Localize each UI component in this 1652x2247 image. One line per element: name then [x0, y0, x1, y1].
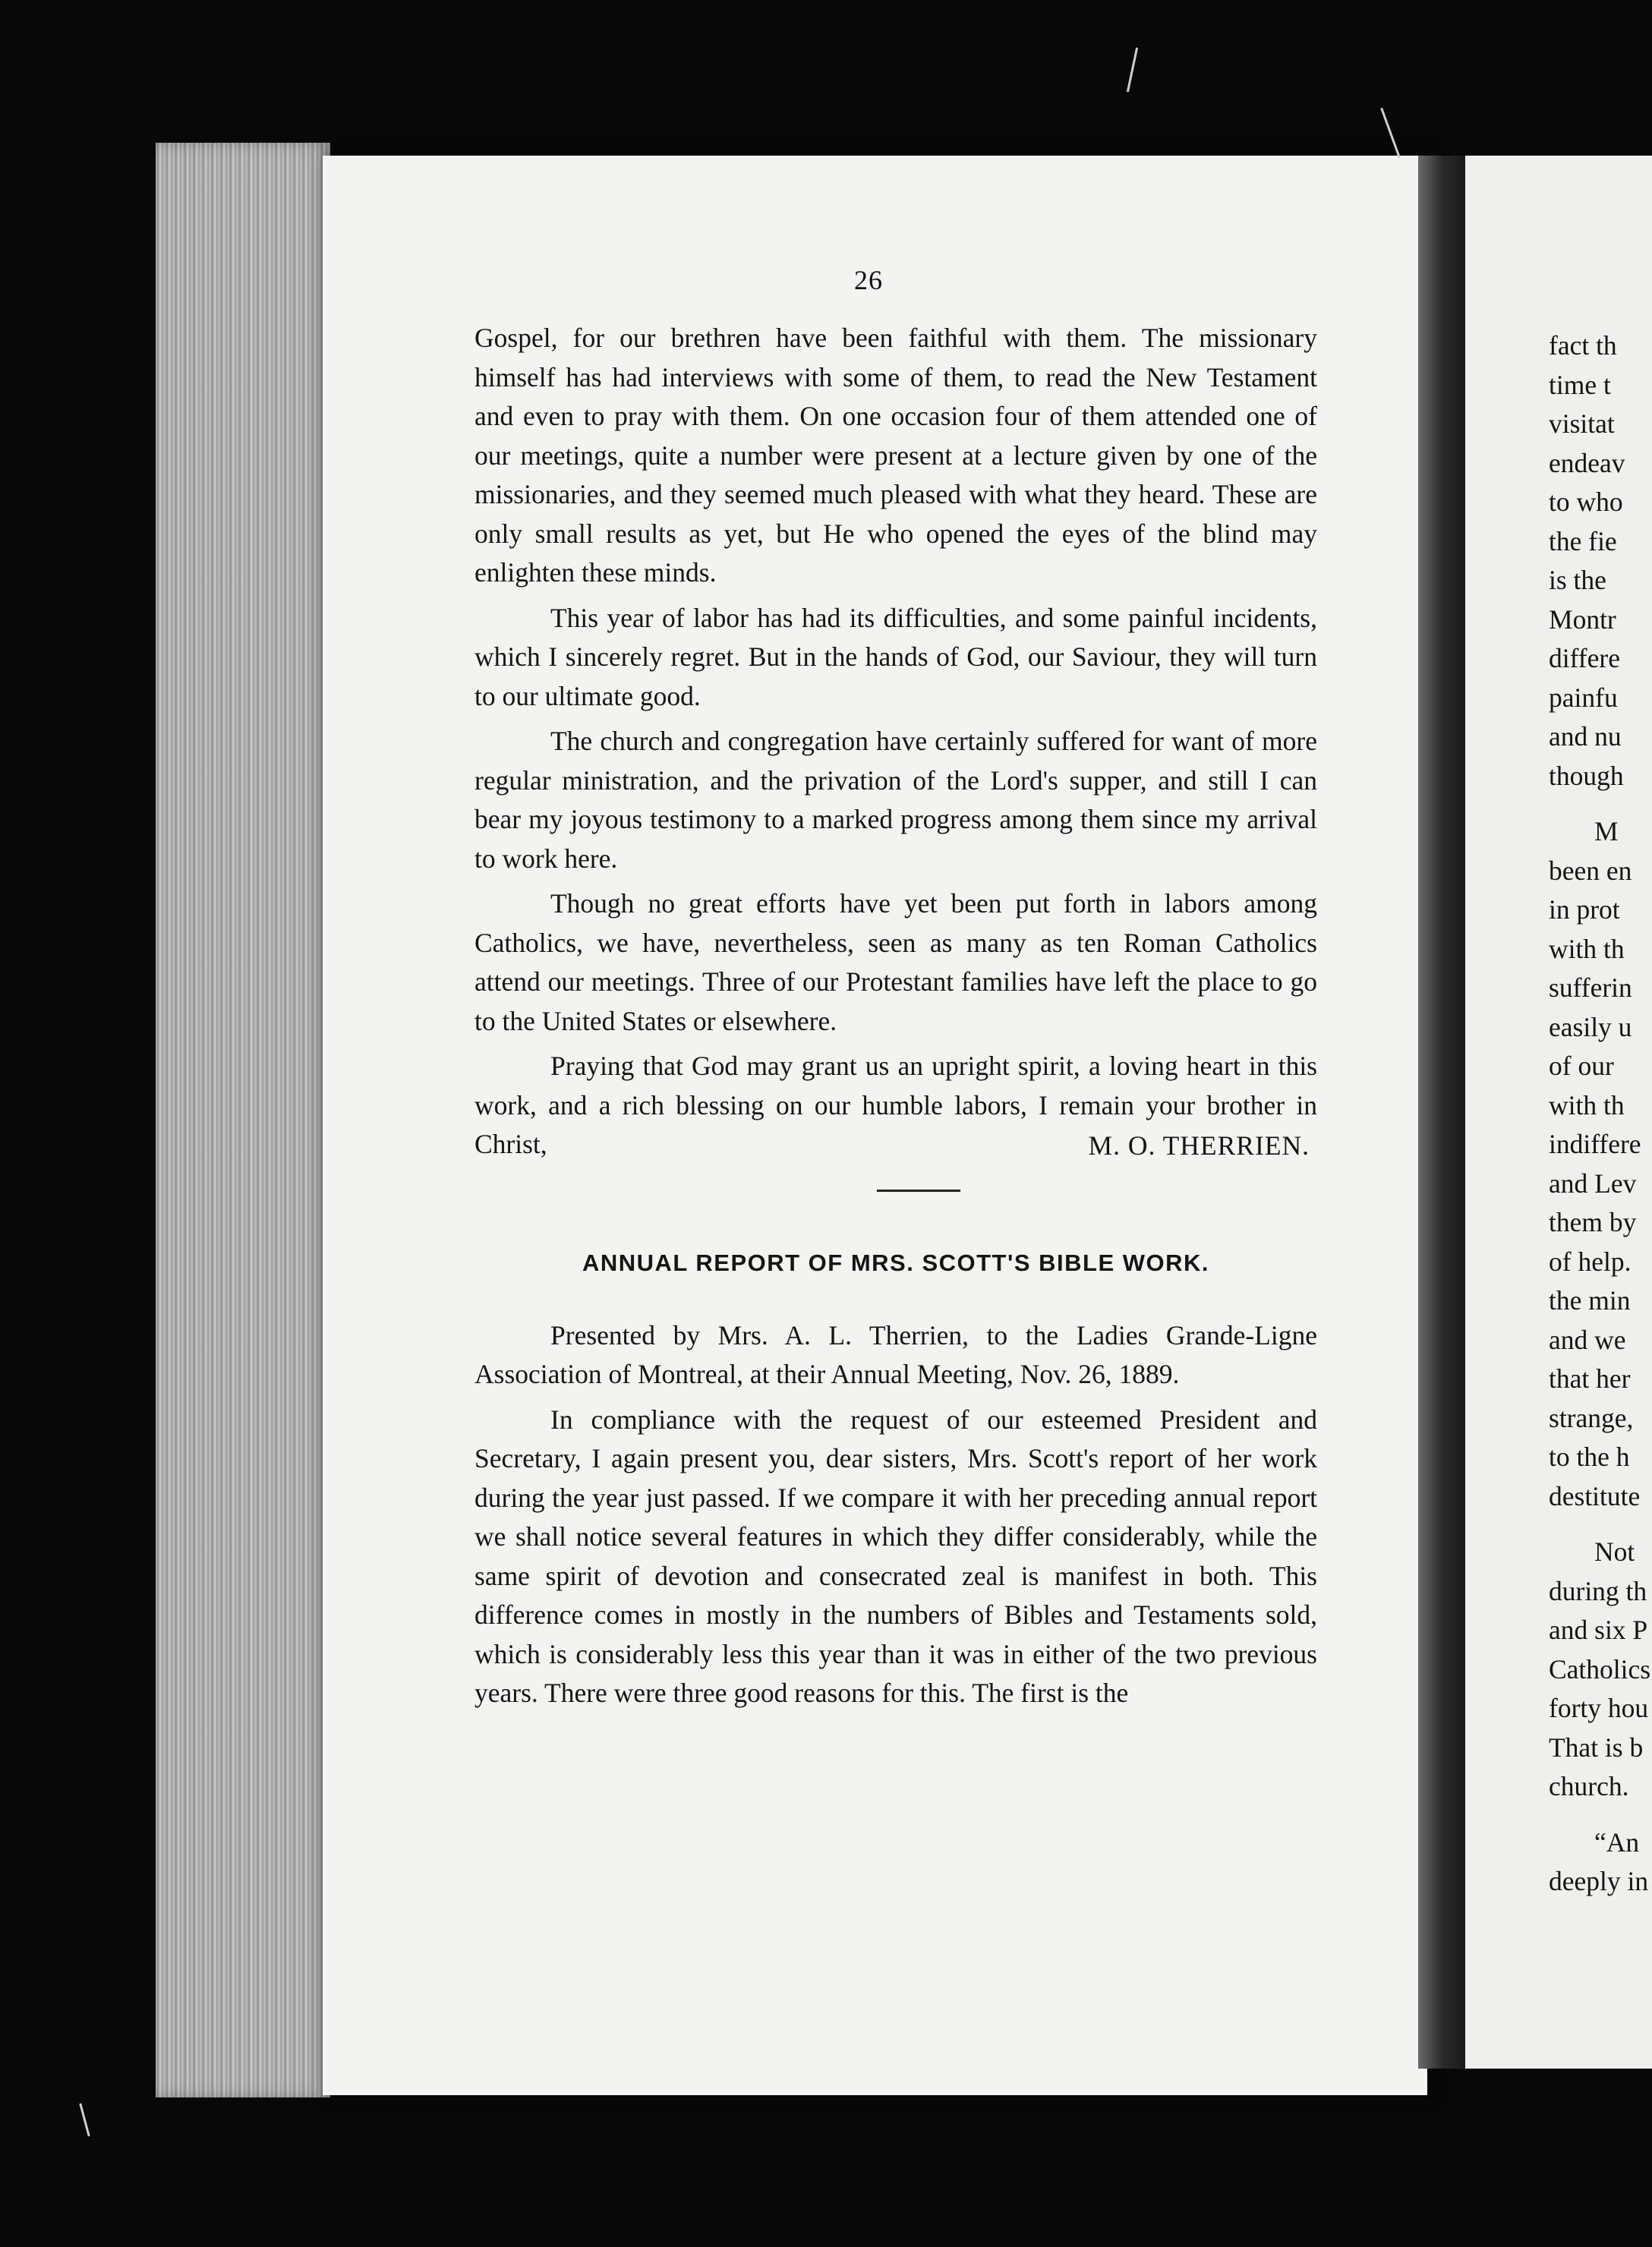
- facing-page-line: time t: [1549, 369, 1611, 400]
- book-page-edges: [156, 143, 330, 2097]
- facing-page-line: though: [1549, 760, 1624, 791]
- facing-page-gap: [1549, 796, 1652, 812]
- facing-page-line: “An: [1594, 1826, 1640, 1858]
- facing-page-line: with th: [1549, 1089, 1625, 1120]
- facing-page-line: that her: [1549, 1363, 1631, 1394]
- signature: M. O. THERRIEN.: [1088, 1130, 1310, 1161]
- facing-page-line: M: [1594, 816, 1619, 846]
- facing-page-line: of our: [1549, 1051, 1614, 1081]
- facing-page-line: deeply in: [1549, 1866, 1649, 1896]
- page-number: 26: [854, 265, 883, 295]
- facing-page-line: the fie: [1549, 525, 1617, 556]
- facing-page-line: of help.: [1549, 1246, 1632, 1277]
- facing-page-line: during th: [1549, 1575, 1647, 1606]
- facing-page-line: sufferin: [1549, 972, 1632, 1003]
- facing-page-line: with th: [1549, 933, 1625, 964]
- paragraph: This year of labor has had its difficulties, and some painful incidents, which I sincerely regret. But in the hands of God, our Saviour, they will turn to our ultimate good.: [474, 602, 1317, 711]
- facing-page-line: and nu: [1549, 721, 1622, 752]
- paragraph: In compliance with the request of our esteemed President and Secretary, I again present you, dear sisters, Mrs. Scott's report of her work during the year just passed. If we compare it with her preceding annual report we shall notice several features in which they differ considerably, while the same spirit of devotion and consecrated zeal is manifest in both. This difference comes in mostly in the numbers of Bibles and Testaments sold, which is considerably less this year than it was in either of the two previous years. There were three good reasons for this. The first is the: [474, 1404, 1317, 1708]
- facing-page-line: differe: [1549, 643, 1620, 673]
- facing-page-line: church.: [1549, 1771, 1629, 1801]
- facing-page-line: to the h: [1549, 1442, 1630, 1472]
- facing-page-line: endeav: [1549, 447, 1625, 478]
- facing-page-line: in prot: [1549, 894, 1620, 925]
- facing-page-line: destitute: [1549, 1480, 1641, 1511]
- facing-page-line: and we: [1549, 1324, 1626, 1355]
- facing-page-line: Montr: [1549, 604, 1616, 635]
- facing-page-line: easily u: [1549, 1011, 1632, 1042]
- facing-page-line: strange,: [1549, 1402, 1634, 1433]
- paragraph: Though no great efforts have yet been put forth in labors among Catholics, we have, nevertheless, seen as many as ten Roman Catholics attend our meetings. Three of our Protestant families have left the place to go to the United States or elsewhere.: [474, 888, 1317, 1036]
- facing-page-line: them by: [1549, 1207, 1637, 1237]
- facing-page-line: the min: [1549, 1285, 1631, 1316]
- facing-page-line: indiffere: [1549, 1129, 1641, 1159]
- facing-page-line: is the: [1549, 565, 1606, 595]
- facing-page-line: been en: [1549, 855, 1632, 886]
- facing-page-line: Not: [1594, 1536, 1635, 1567]
- facing-page-line: and six P: [1549, 1615, 1648, 1645]
- facing-page-gap: [1549, 1807, 1652, 1823]
- presented-line: Presented by Mrs. A. L. Therrien, to the Ladies Grande-Ligne Association of Montreal, at their Annual Meeting, Nov. 26, 1889.: [474, 1319, 1317, 1389]
- section-divider: [877, 1190, 960, 1192]
- paragraph: Praying that God may grant us an upright spirit, a loving heart in this work, and a rich blessing on our humble labors, I remain your brother in Christ,: [474, 1051, 1317, 1159]
- facing-page-text: [1549, 326, 1652, 1902]
- paragraph: The church and congregation have certainly suffered for want of more regular ministration, and the privation of the Lord's supper, and still I can bear my joyous testimony to a marked progress among them since my arrival to work here.: [474, 726, 1317, 874]
- facing-page-line: painfu: [1549, 682, 1618, 713]
- facing-page-gap: [1549, 1516, 1652, 1533]
- section-heading: ANNUAL REPORT OF MRS. SCOTT'S BIBLE WORK.: [582, 1250, 1210, 1276]
- page-body: [474, 319, 1317, 1713]
- facing-page-line: fact th: [1549, 330, 1617, 361]
- facing-page-line: That is b: [1549, 1732, 1644, 1763]
- facing-page-line: visitat: [1549, 408, 1615, 439]
- paragraph: Gospel, for our brethren have been faithful with them. The missionary himself has had interviews with some of them, to read the New Testament and even to pray with them. On one occasion four of them attended one of our meetings, quite a number were present at a lecture given by one of the missionaries, and they seemed much pleased with what they heard. These are only small results as yet, but He who opened the eyes of the blind may enlighten these minds.: [474, 323, 1317, 588]
- facing-page-line: and Lev: [1549, 1168, 1637, 1199]
- facing-page-line: Catholics: [1549, 1653, 1651, 1684]
- facing-page-line: forty hou: [1549, 1693, 1649, 1723]
- facing-page-line: to who: [1549, 487, 1623, 517]
